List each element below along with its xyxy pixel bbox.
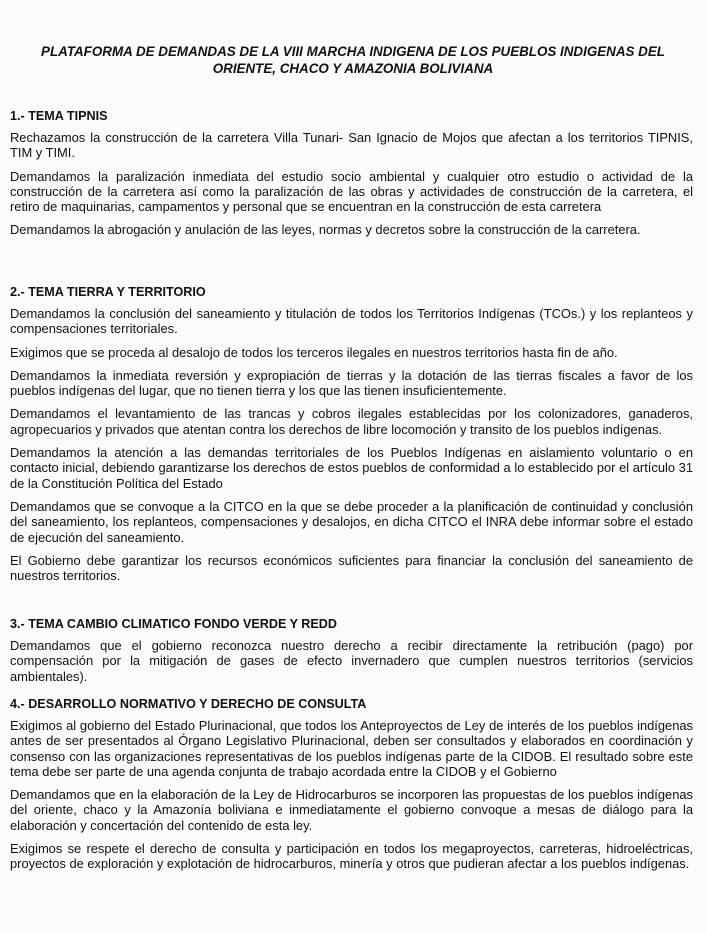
paragraph: El Gobierno debe garantizar los recursos económicos suficientes para financiar la conclusión del saneamiento de nuestros territorios. — [10, 552, 693, 584]
section-heading: 4.- DESARROLLO NORMATIVO Y DERECHO DE CONSULTA — [10, 697, 367, 711]
document-title: PLATAFORMA DE DEMANDAS DE LA VIII MARCHA INDIGENA DE LOS PUEBLOS INDIGENAS DEL ORIENTE, CHACO Y AMAZONIA BOLIVIANA — [41, 44, 665, 76]
paragraph: Demandamos la paralización inmediata del estudio socio ambiental y cualquier otro estudio o actividad de la construcción de la carretera así como la paralización de las obras y actividades de construcción de la carretera, el retiro de maquinarias, campamentos y personal que se encuentran en la construcción de esta carretera — [10, 168, 693, 215]
paragraph: Demandamos que en la elaboración de la Ley de Hidrocarburos se incorporen las propuestas de los pueblos indígenas del oriente, chaco y la Amazonía boliviana e inmediatamente el gobierno convoque a mesas de diálogo para la elaboración y concertación del contenido de esta ley. — [10, 787, 693, 833]
paragraph: Exigimos que se proceda al desalojo de todos los terceros ilegales en nuestros territorios hasta fin de año. — [10, 344, 618, 360]
paragraph: Demandamos la inmediata reversión y expropiación de tierras y la dotación de las tierras fiscales a favor de los pueblos indígenas del lugar, que no tienen tierra y los que las tienen insuficientemente. — [10, 367, 693, 399]
section-heading: 2.- TEMA TIERRA Y TERRITORIO — [10, 285, 206, 299]
paragraph: Demandamos la atención a las demandas territoriales de los Pueblos Indígenas en aislamiento voluntario o en contacto inicial, debiendo garantizarse los derechos de estos pueblos de conformidad a lo establecido por el artículo 31 de la Constitución Política del Estado — [10, 445, 693, 491]
section-tipnis — [10, 108, 693, 238]
paragraph: Demandamos la abrogación y anulación de las leyes, normas y decretos sobre la construcción de la carretera. — [10, 222, 641, 238]
paragraph: Demandamos el levantamiento de las trancas y cobros ilegales establecidas por los colonizadores, ganaderos, agropecuarios y privados que atentan contra los derechos de libre locomoción y transito de los pueblos indígenas. — [10, 406, 693, 437]
paragraph: Exigimos se respete el derecho de consulta y participación en todos los megaproyectos, carreteras, hidroeléctricas, proyectos de exploración y explotación de hidrocarburos, minería y otros que pudieran afectar a los pueblos indígenas. — [10, 841, 693, 872]
section-heading: 3.- TEMA CAMBIO CLIMATICO FONDO VERDE Y REDD — [10, 617, 337, 631]
paragraph: Demandamos que se convoque a la CITCO en la que se debe proceder a la planificación de continuidad y conclusión del saneamiento, los replanteos, compensaciones y desalojos, en dicha CITCO el INRA debe informar sobre el estado de ejecución del saneamiento. — [10, 498, 693, 545]
section-cambio-climatico — [10, 616, 693, 684]
section-desarrollo-normativo — [10, 696, 693, 872]
section-tierra-territorio — [10, 284, 693, 583]
paragraph: Rechazamos la construcción de la carretera Villa Tunari- San Ignacio de Mojos que afectan a los territorios TIPNIS, TIM y TIMI. — [10, 130, 693, 161]
paragraph: Demandamos que el gobierno reconozca nuestro derecho a recibir directamente la retribución (pago) por compensación por la mitigación de gases de efecto invernadero que cumplen nuestros territorios (servicios ambientales). — [10, 638, 693, 684]
paragraph: Demandamos la conclusión del saneamiento y titulación de todos los Territorios Indígenas (TCOs.) y los replanteos y compensaciones territoriales. — [10, 306, 693, 337]
section-heading: 1.- TEMA TIPNIS — [10, 109, 108, 123]
paragraph: Exigimos al gobierno del Estado Plurinacional, que todos los Anteproyectos de Ley de interés de los pueblos indígenas antes de ser presentados al Órgano Legislativo Plurinacional, deben ser consultados y elaborados en coordinación y consenso con las organizaciones representativas de los pueblos indígenas parte de la CIDOB. El resultado sobre este tema debe ser parte de una agenda conjunta de trabajo acordada entre la CIDOB y el Gobierno — [10, 718, 693, 779]
